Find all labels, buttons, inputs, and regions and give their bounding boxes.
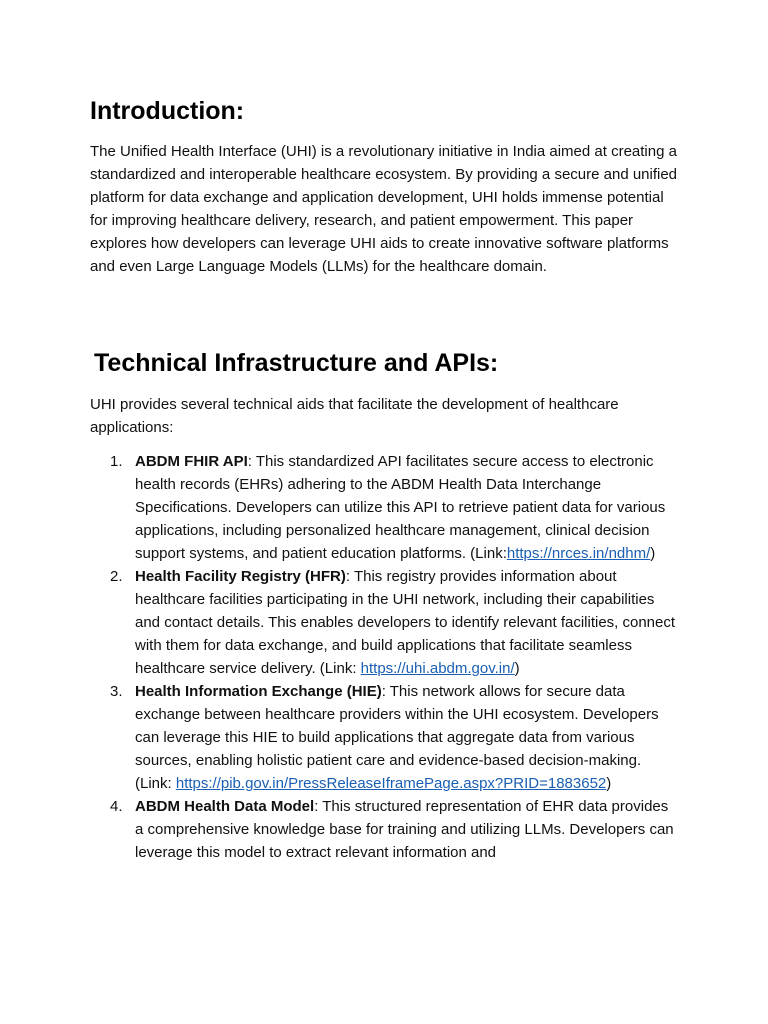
uhi-abdm-link[interactable]: https://uhi.abdm.gov.in/: [360, 660, 515, 677]
introduction-paragraph: The Unified Health Interface (UHI) is a revolutionary initiative in India aimed at creating a standardized and interoperable healthcare ecosystem. By providing a secure and unified platform for data exchange and application development, UHI holds immense potential for improving healthcare delivery, research, and patient empowerment. This paper explores how developers can leverage UHI aids to create innovative software platforms and even Large Language Models (LLMs) for the healthcare domain.: [90, 143, 678, 275]
introduction-heading: Introduction:: [90, 97, 245, 125]
list-number: 2.: [110, 568, 123, 585]
list-item-term: Health Facility Registry (HFR): [135, 568, 346, 585]
list-item-suffix: ): [606, 775, 612, 792]
list-item-suffix: ): [650, 545, 656, 562]
list-item-description: : This registry provides information about healthcare facilities participating in the UHI network, including their capabilities and contact details. This enables developers to identify relevant facilities, connect with them for data exchange, and build applications that facilitate seamless healthcare service delivery. (Link:: [135, 568, 676, 677]
list-item-health-facility-registry: [0, 565, 680, 680]
list-number: 3.: [110, 683, 123, 700]
technical-paragraph: UHI provides several technical aids that facilitate the development of healthcare applications:: [90, 396, 619, 436]
list-number: 4.: [110, 798, 123, 815]
technical-aids-list: [0, 450, 768, 864]
pib-press-release-link[interactable]: https://pib.gov.in/PressReleaseIframePage.aspx?PRID=1883652: [175, 775, 607, 792]
technical-heading: Technical Infrastructure and APIs:: [94, 349, 499, 377]
list-item-description: : This structured representation of EHR data provides a comprehensive knowledge base for training and utilizing LLMs. Developers can leverage this model to extract relevant information and: [135, 798, 674, 861]
list-item-abdm-fhir-api: [0, 450, 680, 565]
list-item-suffix: ): [514, 660, 520, 677]
list-item-health-information-exchange: [0, 680, 680, 795]
list-item-term: ABDM Health Data Model: [135, 798, 315, 815]
list-item-description: : This network allows for secure data exchange between healthcare providers within the UHI ecosystem. Developers can leverage this HIE to build applications that aggregate data from various sources, enabling holistic patient care and evidence-based decision-making. (Link:: [135, 683, 659, 792]
list-item-description: : This standardized API facilitates secure access to electronic health records (EHRs) adhering to the ABDM Health Data Interchange Specifications. Developers can utilize this API to retrieve patient data for various applications, including personalized healthcare management, clinical decision support systems, and patient education platforms. (Link:: [135, 453, 666, 562]
nrces-link[interactable]: https://nrces.in/ndhm/: [506, 545, 651, 562]
list-number: 1.: [110, 453, 123, 470]
list-item-term: Health Information Exchange (HIE): [135, 683, 382, 700]
list-item-abdm-health-data-model: [0, 795, 680, 864]
list-item-term: ABDM FHIR API: [135, 453, 248, 470]
